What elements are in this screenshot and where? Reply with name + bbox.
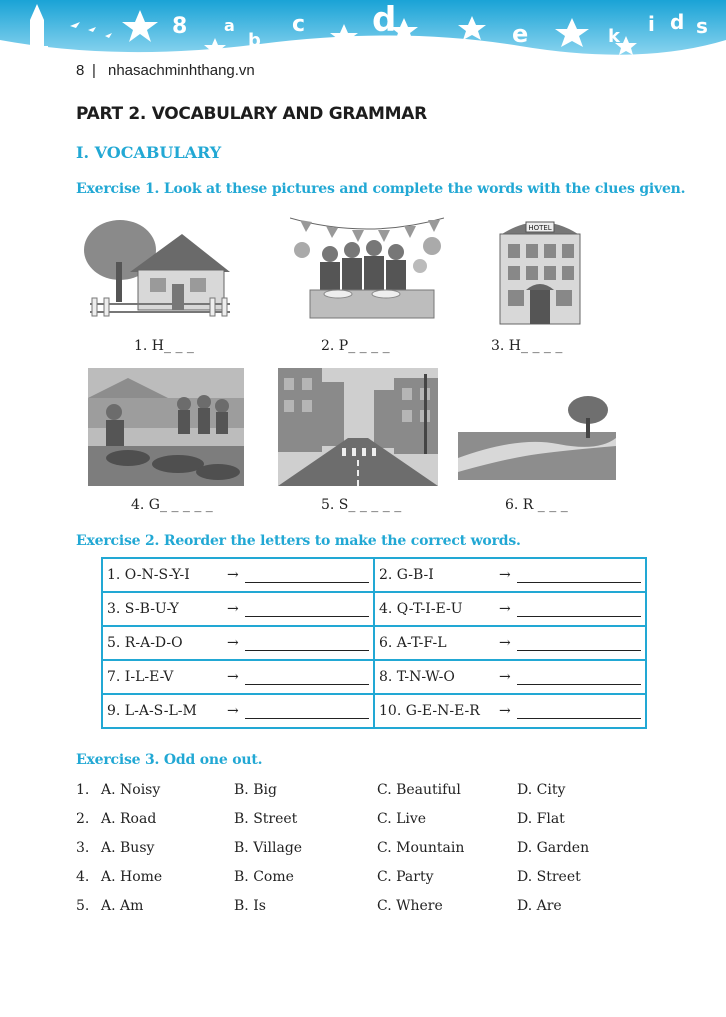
exercise1-caption: 4. G_ _ _ _ _: [131, 497, 213, 513]
exercise3-title: Exercise 3. Odd one out.: [76, 752, 263, 768]
scrambled-word: 6. A-T-F-L: [379, 635, 447, 651]
hotel-sign: HOTEL: [528, 224, 552, 232]
exercise1-caption: 1. H_ _ _: [134, 338, 194, 354]
scrambled-word: 1. O-N-S-Y-I: [107, 567, 190, 583]
option-d[interactable]: D. Flat: [517, 811, 565, 827]
page-separator: |: [92, 62, 96, 79]
arrow-icon: →: [499, 703, 511, 719]
banner-letter: e: [512, 20, 529, 48]
arrow-icon: →: [227, 635, 239, 651]
table-row: [102, 660, 646, 694]
banner-letter: d: [670, 10, 685, 34]
option-a[interactable]: A. Noisy: [101, 782, 161, 798]
question-number: 3.: [76, 840, 90, 856]
banner-letter: d: [372, 0, 397, 40]
road-picture: [458, 388, 616, 480]
banner-letter: 8: [172, 14, 188, 39]
answer-blank[interactable]: [245, 670, 369, 685]
party-picture: [290, 210, 444, 322]
section-title: I. VOCABULARY: [76, 143, 222, 162]
option-c[interactable]: C. Beautiful: [377, 782, 461, 798]
banner-letter: i: [648, 12, 655, 36]
page-number: 8: [76, 62, 85, 79]
scrambled-word: 10. G-E-N-E-R: [379, 703, 480, 719]
hotel-picture: [496, 210, 584, 326]
answer-blank[interactable]: [517, 636, 641, 651]
reorder-cell: [374, 626, 646, 660]
arrow-icon: →: [499, 567, 511, 583]
banner-letter: c: [292, 12, 306, 37]
reorder-table: [101, 557, 647, 729]
arrow-icon: →: [227, 567, 239, 583]
reorder-cell: [102, 626, 374, 660]
arrow-icon: →: [499, 601, 511, 617]
answer-blank[interactable]: [245, 704, 369, 719]
arrow-icon: →: [227, 703, 239, 719]
street-picture: [278, 368, 438, 486]
table-row: [102, 694, 646, 728]
option-a[interactable]: A. Am: [101, 898, 144, 914]
reorder-cell: [374, 694, 646, 728]
option-b[interactable]: B. Village: [234, 840, 303, 856]
question-number: 4.: [76, 869, 90, 885]
arrow-icon: →: [499, 669, 511, 685]
arrow-icon: →: [499, 635, 511, 651]
reorder-cell: [102, 592, 374, 626]
option-d[interactable]: D. Street: [517, 869, 581, 885]
reorder-cell: [374, 558, 646, 592]
option-d[interactable]: D. Garden: [517, 840, 590, 856]
part-title: PART 2. VOCABULARY AND GRAMMAR: [76, 104, 427, 124]
scrambled-word: 2. G-B-I: [379, 567, 434, 583]
option-d[interactable]: D. City: [517, 782, 566, 798]
exercise1-caption: 2. P_ _ _ _: [321, 338, 390, 354]
reorder-cell: [374, 660, 646, 694]
scrambled-word: 4. Q-T-I-E-U: [379, 601, 463, 617]
option-b[interactable]: B. Come: [234, 869, 294, 885]
house-picture: [80, 212, 234, 322]
option-b[interactable]: B. Big: [234, 782, 277, 798]
garden-picture: [88, 368, 244, 486]
answer-blank[interactable]: [245, 636, 369, 651]
exercise2-title: Exercise 2. Reorder the letters to make the correct words.: [76, 533, 521, 549]
option-b[interactable]: B. Is: [234, 898, 266, 914]
banner-letter: b: [248, 30, 261, 51]
table-row: [102, 592, 646, 626]
banner-letter: a: [224, 16, 235, 35]
table-row: [102, 558, 646, 592]
exercise1-caption: 3. H_ _ _ _: [491, 338, 563, 354]
website-link[interactable]: nhasachminhthang.vn: [108, 62, 255, 79]
scrambled-word: 9. L-A-S-L-M: [107, 703, 197, 719]
question-number: 1.: [76, 782, 90, 798]
exercise1-title: Exercise 1. Look at these pictures and complete the words with the clues given.: [76, 181, 686, 197]
table-row: [102, 626, 646, 660]
reorder-cell: [102, 558, 374, 592]
scrambled-word: 7. I-L-E-V: [107, 669, 174, 685]
answer-blank[interactable]: [245, 568, 369, 583]
scrambled-word: 3. S-B-U-Y: [107, 601, 179, 617]
answer-blank[interactable]: [517, 670, 641, 685]
option-d[interactable]: D. Are: [517, 898, 562, 914]
reorder-cell: [374, 592, 646, 626]
header-banner: [0, 0, 726, 62]
option-a[interactable]: A. Home: [101, 869, 163, 885]
answer-blank[interactable]: [517, 704, 641, 719]
option-b[interactable]: B. Street: [234, 811, 298, 827]
exercise1-caption: 5. S_ _ _ _ _: [321, 497, 402, 513]
scrambled-word: 8. T-N-W-O: [379, 669, 455, 685]
banner-letter: s: [696, 14, 708, 38]
question-number: 5.: [76, 898, 90, 914]
answer-blank[interactable]: [245, 602, 369, 617]
arrow-icon: →: [227, 669, 239, 685]
reorder-cell: [102, 660, 374, 694]
answer-blank[interactable]: [517, 602, 641, 617]
option-a[interactable]: A. Busy: [101, 840, 155, 856]
option-a[interactable]: A. Road: [101, 811, 157, 827]
answer-blank[interactable]: [517, 568, 641, 583]
option-c[interactable]: C. Mountain: [377, 840, 465, 856]
reorder-cell: [102, 694, 374, 728]
option-c[interactable]: C. Where: [377, 898, 443, 914]
exercise1-caption: 6. R _ _ _: [505, 497, 568, 513]
option-c[interactable]: C. Party: [377, 869, 434, 885]
question-number: 2.: [76, 811, 90, 827]
option-c[interactable]: C. Live: [377, 811, 427, 827]
arrow-icon: →: [227, 601, 239, 617]
banner-letter: k: [608, 26, 620, 47]
scrambled-word: 5. R-A-D-O: [107, 635, 183, 651]
